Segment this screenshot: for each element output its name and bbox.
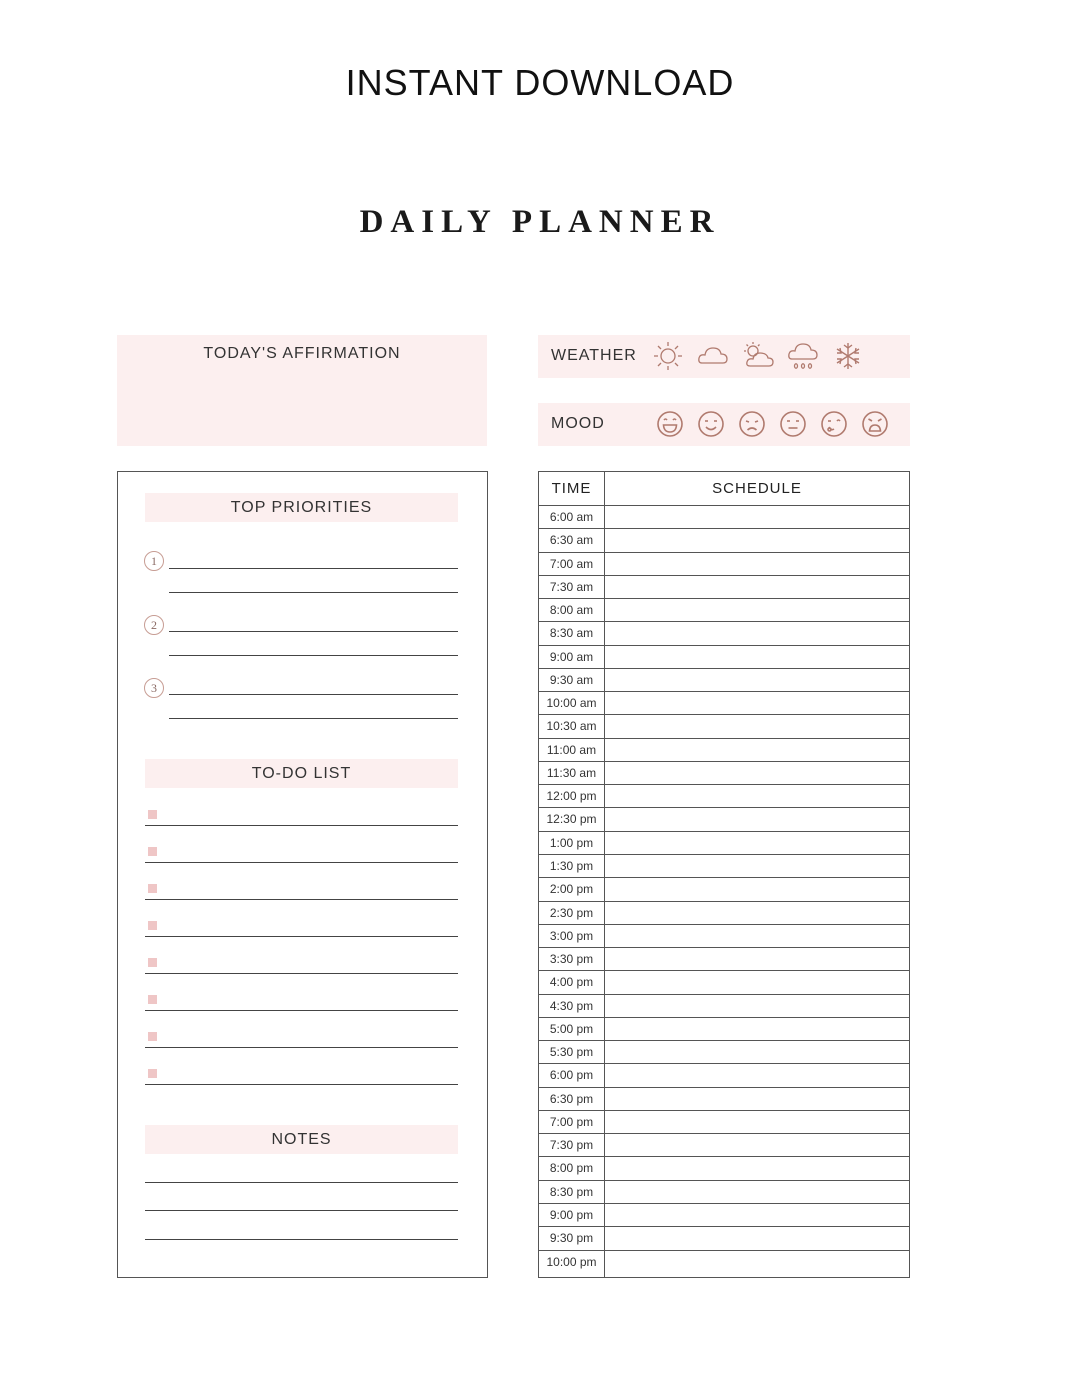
schedule-row[interactable] <box>539 529 909 552</box>
time-slot-label: 9:30 am <box>549 672 594 687</box>
priority-line[interactable] <box>169 568 458 569</box>
schedule-row[interactable] <box>539 948 909 971</box>
winking-face-icon <box>817 407 851 441</box>
schedule-row[interactable] <box>539 808 909 831</box>
time-slot-label: 6:00 am <box>549 510 594 524</box>
schedule-row[interactable] <box>539 832 909 855</box>
weather-strip <box>538 335 910 378</box>
rain-icon <box>786 339 820 373</box>
sad-face-icon <box>735 407 769 441</box>
time-slot-label: 8:30 pm <box>549 1184 594 1199</box>
schedule-row[interactable] <box>539 1041 909 1064</box>
priority-line[interactable] <box>169 631 458 632</box>
partly-cloudy-icon <box>741 339 775 373</box>
schedule-row[interactable] <box>539 995 909 1018</box>
schedule-row[interactable] <box>539 1181 909 1204</box>
todo-checkbox[interactable] <box>148 958 157 967</box>
schedule-row[interactable] <box>539 1251 909 1274</box>
time-slot-label: 8:30 am <box>549 626 594 641</box>
time-slot-label: 1:00 pm <box>549 835 594 850</box>
schedule-row[interactable] <box>539 971 909 994</box>
schedule-row[interactable] <box>539 855 909 878</box>
todo-line[interactable] <box>145 1084 458 1085</box>
time-slot-label: 6:30 am <box>549 533 594 548</box>
laughing-face-icon <box>653 407 687 441</box>
time-slot-label: 7:30 pm <box>549 1138 594 1153</box>
time-slot-label: 8:00 pm <box>549 1161 594 1176</box>
schedule-column-header: SCHEDULE <box>712 480 802 497</box>
schedule-row[interactable] <box>539 739 909 762</box>
time-slot-label: 3:00 pm <box>549 928 594 943</box>
schedule-row[interactable] <box>539 576 909 599</box>
schedule-row[interactable] <box>539 1064 909 1087</box>
priority-line[interactable] <box>169 718 458 719</box>
todo-checkbox[interactable] <box>148 884 157 893</box>
mood-label: MOOD <box>551 415 605 432</box>
schedule-row[interactable] <box>539 1204 909 1227</box>
schedule-row[interactable] <box>539 553 909 576</box>
schedule-row[interactable] <box>539 902 909 925</box>
time-slot-label: 7:00 am <box>549 556 594 571</box>
time-slot-label: 1:30 pm <box>549 858 594 873</box>
schedule-row[interactable] <box>539 785 909 808</box>
schedule-row[interactable] <box>539 599 909 622</box>
notes-line[interactable] <box>145 1239 458 1240</box>
todo-line[interactable] <box>145 825 458 826</box>
schedule-row[interactable] <box>539 692 909 715</box>
time-slot-label: 6:30 pm <box>549 1091 594 1106</box>
schedule-row[interactable] <box>539 1088 909 1111</box>
todo-checkbox[interactable] <box>148 921 157 930</box>
top-priorities-heading: TOP PRIORITIES <box>145 493 458 522</box>
todo-line[interactable] <box>145 1047 458 1048</box>
time-slot-label: 9:00 pm <box>549 1207 594 1222</box>
todo-checkbox[interactable] <box>148 810 157 819</box>
priority-number: 1 <box>144 551 164 571</box>
time-slot-label: 4:30 pm <box>549 998 594 1013</box>
affirmation-label: TODAY'S AFFIRMATION <box>203 345 401 362</box>
instant-download-banner: INSTANT DOWNLOAD <box>345 62 735 103</box>
schedule-row[interactable] <box>539 646 909 669</box>
schedule-row[interactable] <box>539 925 909 948</box>
schedule-row[interactable] <box>539 1157 909 1180</box>
time-slot-label: 10:00 am <box>546 696 597 711</box>
schedule-row[interactable] <box>539 1111 909 1134</box>
todo-line[interactable] <box>145 862 458 863</box>
schedule-row[interactable] <box>539 878 909 901</box>
upset-face-icon <box>858 407 892 441</box>
priority-number: 2 <box>144 615 164 635</box>
time-slot-label: 6:00 pm <box>549 1068 594 1083</box>
weather-label: WEATHER <box>551 347 637 364</box>
time-slot-label: 12:30 pm <box>546 812 597 827</box>
time-slot-label: 5:30 pm <box>549 1045 594 1060</box>
page-title: DAILY PLANNER <box>359 204 721 240</box>
notes-line[interactable] <box>145 1182 458 1183</box>
snowflake-icon <box>831 339 865 373</box>
sun-icon <box>651 339 685 373</box>
time-slot-label: 4:00 pm <box>549 975 594 990</box>
time-slot-label: 3:30 pm <box>549 952 594 967</box>
notes-heading: NOTES <box>145 1125 458 1154</box>
time-slot-label: 7:00 pm <box>549 1114 594 1129</box>
todo-line[interactable] <box>145 973 458 974</box>
schedule-rows <box>539 506 909 1274</box>
time-slot-label: 2:30 pm <box>549 905 594 920</box>
todo-line[interactable] <box>145 1010 458 1011</box>
notes-line[interactable] <box>145 1210 458 1211</box>
priority-line[interactable] <box>169 655 458 656</box>
time-slot-label: 12:00 pm <box>546 789 597 804</box>
schedule-row[interactable] <box>539 1018 909 1041</box>
schedule-header-row <box>539 472 909 506</box>
priorities-todo-notes-panel <box>117 471 488 1278</box>
time-slot-label: 11:00 am <box>546 742 597 757</box>
time-slot-label: 5:00 pm <box>549 1021 594 1036</box>
todo-line[interactable] <box>145 899 458 900</box>
neutral-face-icon <box>776 407 810 441</box>
time-column-header: TIME <box>551 480 592 497</box>
schedule-row[interactable] <box>539 1227 909 1250</box>
todo-checkbox[interactable] <box>148 847 157 856</box>
time-slot-label: 10:00 pm <box>546 1254 597 1269</box>
time-slot-label: 10:30 am <box>546 719 597 734</box>
schedule-table <box>538 471 910 1278</box>
schedule-row[interactable] <box>539 1134 909 1157</box>
time-slot-label: 11:30 am <box>546 765 597 780</box>
schedule-row[interactable] <box>539 715 909 738</box>
schedule-row[interactable] <box>539 762 909 785</box>
cloud-icon <box>696 339 730 373</box>
priority-number: 3 <box>144 678 164 698</box>
priority-line[interactable] <box>169 694 458 695</box>
todo-checkbox[interactable] <box>148 1032 157 1041</box>
time-slot-label: 9:30 pm <box>549 1231 594 1246</box>
schedule-row[interactable] <box>539 669 909 692</box>
time-slot-label: 2:00 pm <box>549 882 594 897</box>
todo-list-heading: TO-DO LIST <box>145 759 458 788</box>
mood-strip <box>538 403 910 446</box>
todo-checkbox[interactable] <box>148 995 157 1004</box>
todo-line[interactable] <box>145 936 458 937</box>
time-slot-label: 9:00 am <box>549 649 594 664</box>
time-slot-label: 8:00 am <box>549 603 594 618</box>
todo-checkbox[interactable] <box>148 1069 157 1078</box>
priority-line[interactable] <box>169 592 458 593</box>
schedule-row[interactable] <box>539 506 909 529</box>
time-slot-label: 7:30 am <box>549 579 594 594</box>
affirmation-box <box>117 335 487 446</box>
schedule-row[interactable] <box>539 622 909 645</box>
smiling-face-icon <box>694 407 728 441</box>
